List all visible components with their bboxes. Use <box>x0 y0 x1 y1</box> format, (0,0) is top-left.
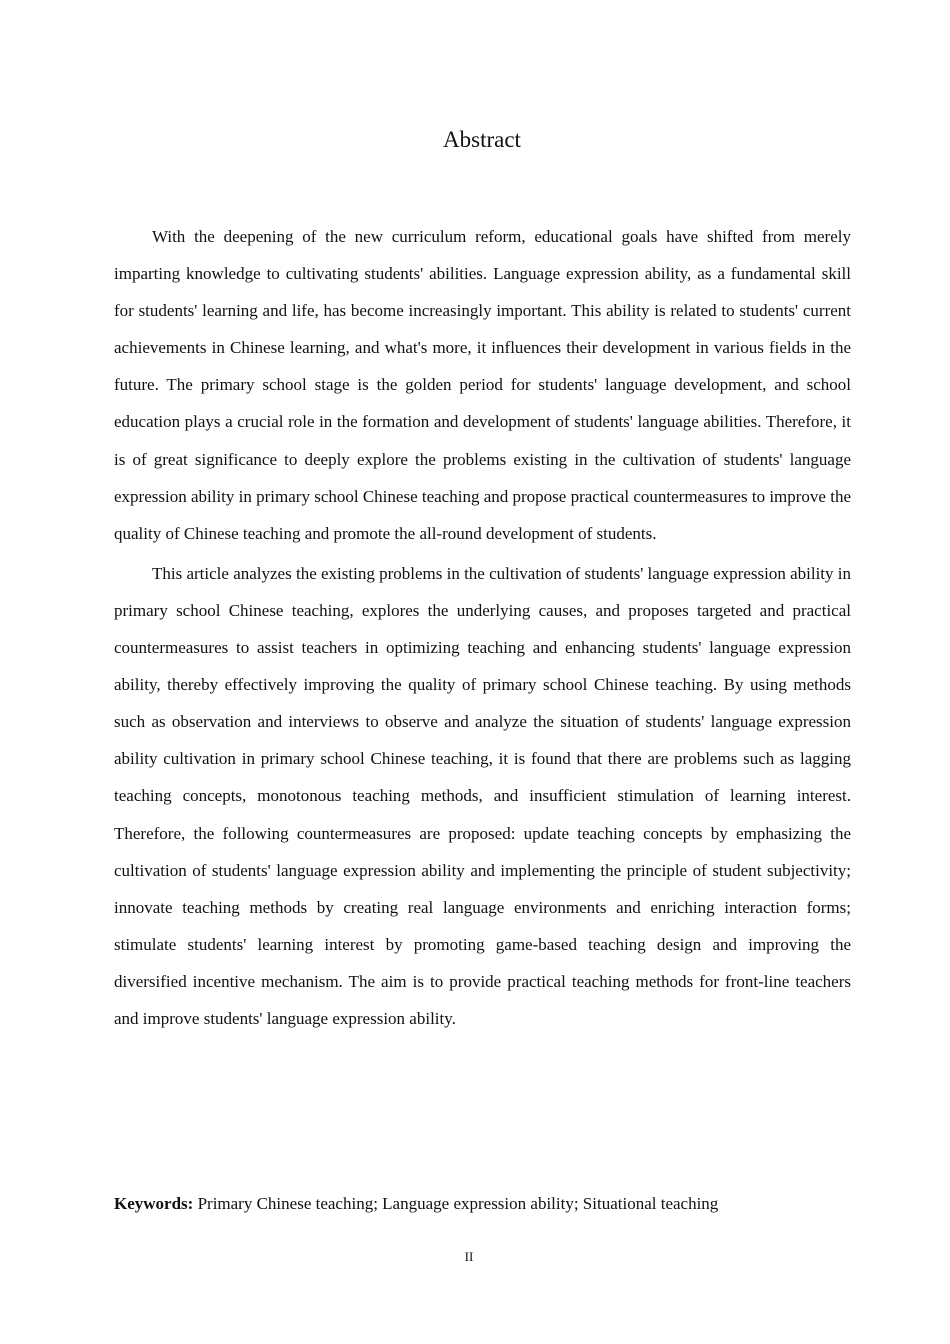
abstract-paragraph-2: This article analyzes the existing problems in the cultivation of students' language expression ability in primary school Chinese teaching, explores the underlying causes, and proposes targeted and practical countermeasures to assist teachers in optimizing teaching and enhancing students' language expression ability, thereby effectively improving the quality of primary school Chinese teaching. By using methods such as observation and interviews to observe and analyze the situation of students' language expression ability cultivation in primary school Chinese teaching, it is found that there are problems such as lagging teaching concepts, monotonous teaching methods, and insufficient stimulation of learning interest. Therefore, the following countermeasures are proposed: update teaching concepts by emphasizing the cultivation of students' language expression ability and implementing the principle of student subjectivity; innovate teaching methods by creating real language environments and enriching interaction forms; stimulate students' learning interest by promoting game-based teaching design and improving the diversified incentive mechanism. The aim is to provide practical teaching methods for front-line teachers and improve students' language expression ability. <box>114 563 851 1028</box>
abstract-title: Abstract <box>443 127 521 152</box>
abstract-paragraph-1: With the deepening of the new curriculum reform, educational goals have shifted from merely imparting knowledge to cultivating students' abilities. Language expression ability, as a fundamental skill for students' learning and life, has become increasingly important. This ability is related to students' current achievements in Chinese learning, and what's more, it influences their development in various fields in the future. The primary school stage is the golden period for students' language development, and school education plays a crucial role in the formation and development of students' language abilities. Therefore, it is of great significance to deeply explore the problems existing in the cultivation of students' language expression ability in primary school Chinese teaching and propose practical countermeasures to improve the quality of Chinese teaching and promote the all-round development of students. <box>114 227 851 543</box>
keywords-label: Keywords: <box>114 1194 194 1213</box>
keywords-text: Primary Chinese teaching; Language expression ability; Situational teaching <box>197 1194 719 1213</box>
keywords-line <box>114 1190 851 1218</box>
page-number: II <box>464 1249 474 1264</box>
abstract-body <box>114 218 851 1037</box>
